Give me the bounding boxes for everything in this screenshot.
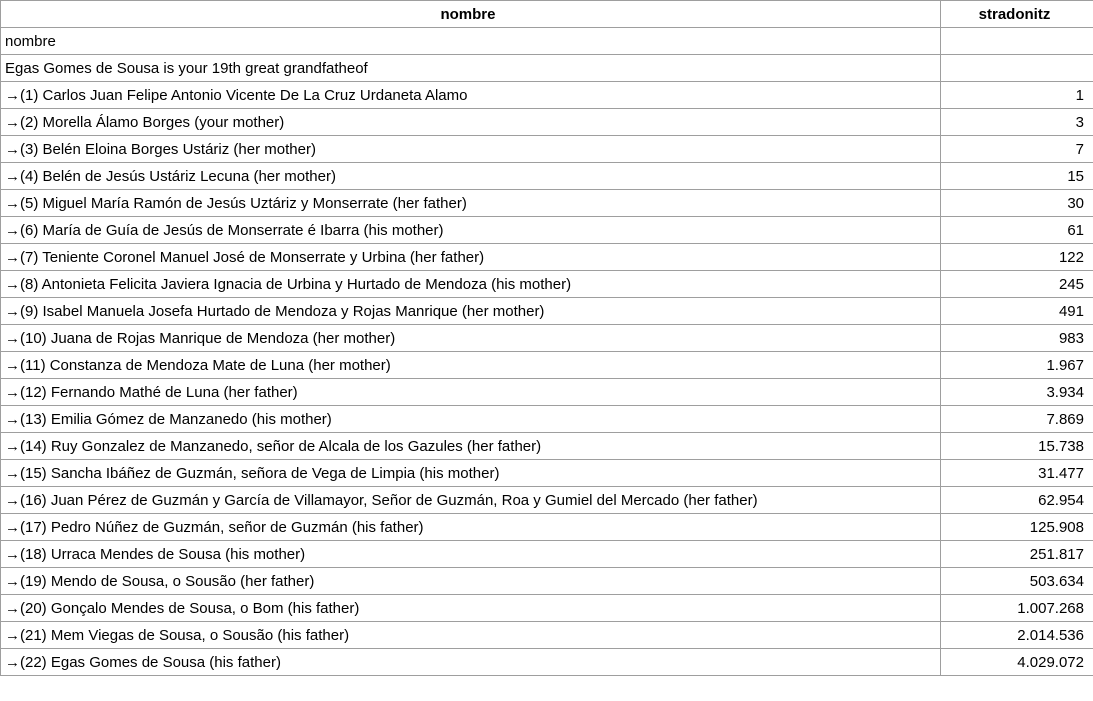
cell-nombre[interactable]: →(11) Constanza de Mendoza Mate de Luna (her mother)	[1, 352, 941, 379]
cell-stradonitz[interactable]: 2.014.536	[941, 622, 1093, 649]
table-row	[1, 622, 1093, 649]
table-row	[1, 379, 1093, 406]
cell-nombre[interactable]: →(22) Egas Gomes de Sousa (his father)	[1, 649, 941, 676]
cell-stradonitz[interactable]: 245	[941, 271, 1093, 298]
cell-nombre[interactable]: →(12) Fernando Mathé de Luna (her father)	[1, 379, 941, 406]
cell-nombre[interactable]: →(2) Morella Álamo Borges (your mother)	[1, 109, 941, 136]
cell-nombre[interactable]: →(5) Miguel María Ramón de Jesús Uztáriz y Monserrate (her father)	[1, 190, 941, 217]
table-row	[1, 568, 1093, 595]
table-row	[1, 217, 1093, 244]
cell-stradonitz[interactable]: 7.869	[941, 406, 1093, 433]
cell-nombre[interactable]: →(16) Juan Pérez de Guzmán y García de Villamayor, Señor de Guzmán, Roa y Gumiel del Mercado (her father)	[1, 487, 941, 514]
table-row	[1, 244, 1093, 271]
cell-nombre[interactable]: nombre	[1, 28, 941, 55]
cell-nombre[interactable]: →(17) Pedro Núñez de Guzmán, señor de Guzmán (his father)	[1, 514, 941, 541]
column-header-stradonitz[interactable]: stradonitz	[941, 1, 1093, 28]
cell-stradonitz[interactable]: 7	[941, 136, 1093, 163]
table-row	[1, 136, 1093, 163]
cell-nombre[interactable]: →(8) Antonieta Felicita Javiera Ignacia de Urbina y Hurtado de Mendoza (his mother)	[1, 271, 941, 298]
table-row	[1, 271, 1093, 298]
cell-stradonitz[interactable]: 251.817	[941, 541, 1093, 568]
cell-stradonitz[interactable]: 122	[941, 244, 1093, 271]
cell-stradonitz[interactable]: 983	[941, 325, 1093, 352]
table-row	[1, 190, 1093, 217]
table-row	[1, 163, 1093, 190]
cell-stradonitz[interactable]: 4.029.072	[941, 649, 1093, 676]
cell-nombre[interactable]: →(13) Emilia Gómez de Manzanedo (his mother)	[1, 406, 941, 433]
cell-nombre[interactable]: →(3) Belén Eloina Borges Ustáriz (her mother)	[1, 136, 941, 163]
cell-stradonitz[interactable]: 1.967	[941, 352, 1093, 379]
table-row	[1, 109, 1093, 136]
cell-stradonitz[interactable]	[941, 28, 1093, 55]
cell-stradonitz[interactable]: 503.634	[941, 568, 1093, 595]
table-body	[1, 28, 1093, 676]
cell-nombre[interactable]: →(21) Mem Viegas de Sousa, o Sousão (his father)	[1, 622, 941, 649]
table-row	[1, 352, 1093, 379]
cell-stradonitz[interactable]: 125.908	[941, 514, 1093, 541]
cell-stradonitz[interactable]: 491	[941, 298, 1093, 325]
table-row	[1, 460, 1093, 487]
cell-nombre[interactable]: →(7) Teniente Coronel Manuel José de Monserrate y Urbina (her father)	[1, 244, 941, 271]
cell-stradonitz[interactable]: 3	[941, 109, 1093, 136]
table-row	[1, 541, 1093, 568]
cell-nombre[interactable]: →(20) Gonçalo Mendes de Sousa, o Bom (his father)	[1, 595, 941, 622]
cell-nombre[interactable]: →(9) Isabel Manuela Josefa Hurtado de Mendoza y Rojas Manrique (her mother)	[1, 298, 941, 325]
cell-stradonitz[interactable]: 61	[941, 217, 1093, 244]
cell-nombre[interactable]: →(4) Belén de Jesús Ustáriz Lecuna (her mother)	[1, 163, 941, 190]
cell-stradonitz[interactable]: 3.934	[941, 379, 1093, 406]
table-row	[1, 28, 1093, 55]
table-row	[1, 487, 1093, 514]
cell-nombre[interactable]: →(6) María de Guía de Jesús de Monserrate é Ibarra (his mother)	[1, 217, 941, 244]
table-row	[1, 595, 1093, 622]
table-row	[1, 649, 1093, 676]
cell-nombre[interactable]: →(19) Mendo de Sousa, o Sousão (her father)	[1, 568, 941, 595]
cell-stradonitz[interactable]: 31.477	[941, 460, 1093, 487]
cell-nombre[interactable]: →(15) Sancha Ibáñez de Guzmán, señora de Vega de Limpia (his mother)	[1, 460, 941, 487]
cell-stradonitz[interactable]: 62.954	[941, 487, 1093, 514]
cell-stradonitz[interactable]: 15	[941, 163, 1093, 190]
cell-stradonitz[interactable]: 30	[941, 190, 1093, 217]
cell-stradonitz[interactable]	[941, 55, 1093, 82]
cell-nombre[interactable]: →(14) Ruy Gonzalez de Manzanedo, señor de Alcala de los Gazules (her father)	[1, 433, 941, 460]
table-row	[1, 82, 1093, 109]
cell-nombre[interactable]: →(10) Juana de Rojas Manrique de Mendoza (her mother)	[1, 325, 941, 352]
header-row	[1, 1, 1093, 28]
cell-stradonitz[interactable]: 15.738	[941, 433, 1093, 460]
table-row	[1, 406, 1093, 433]
cell-nombre[interactable]: Egas Gomes de Sousa is your 19th great grandfatheof	[1, 55, 941, 82]
cell-stradonitz[interactable]: 1	[941, 82, 1093, 109]
cell-nombre[interactable]: →(18) Urraca Mendes de Sousa (his mother)	[1, 541, 941, 568]
table-row	[1, 514, 1093, 541]
table-row	[1, 55, 1093, 82]
table-row	[1, 433, 1093, 460]
cell-stradonitz[interactable]: 1.007.268	[941, 595, 1093, 622]
column-header-nombre[interactable]: nombre	[1, 1, 941, 28]
table-row	[1, 325, 1093, 352]
table-row	[1, 298, 1093, 325]
cell-nombre[interactable]: →(1) Carlos Juan Felipe Antonio Vicente De La Cruz Urdaneta Alamo	[1, 82, 941, 109]
